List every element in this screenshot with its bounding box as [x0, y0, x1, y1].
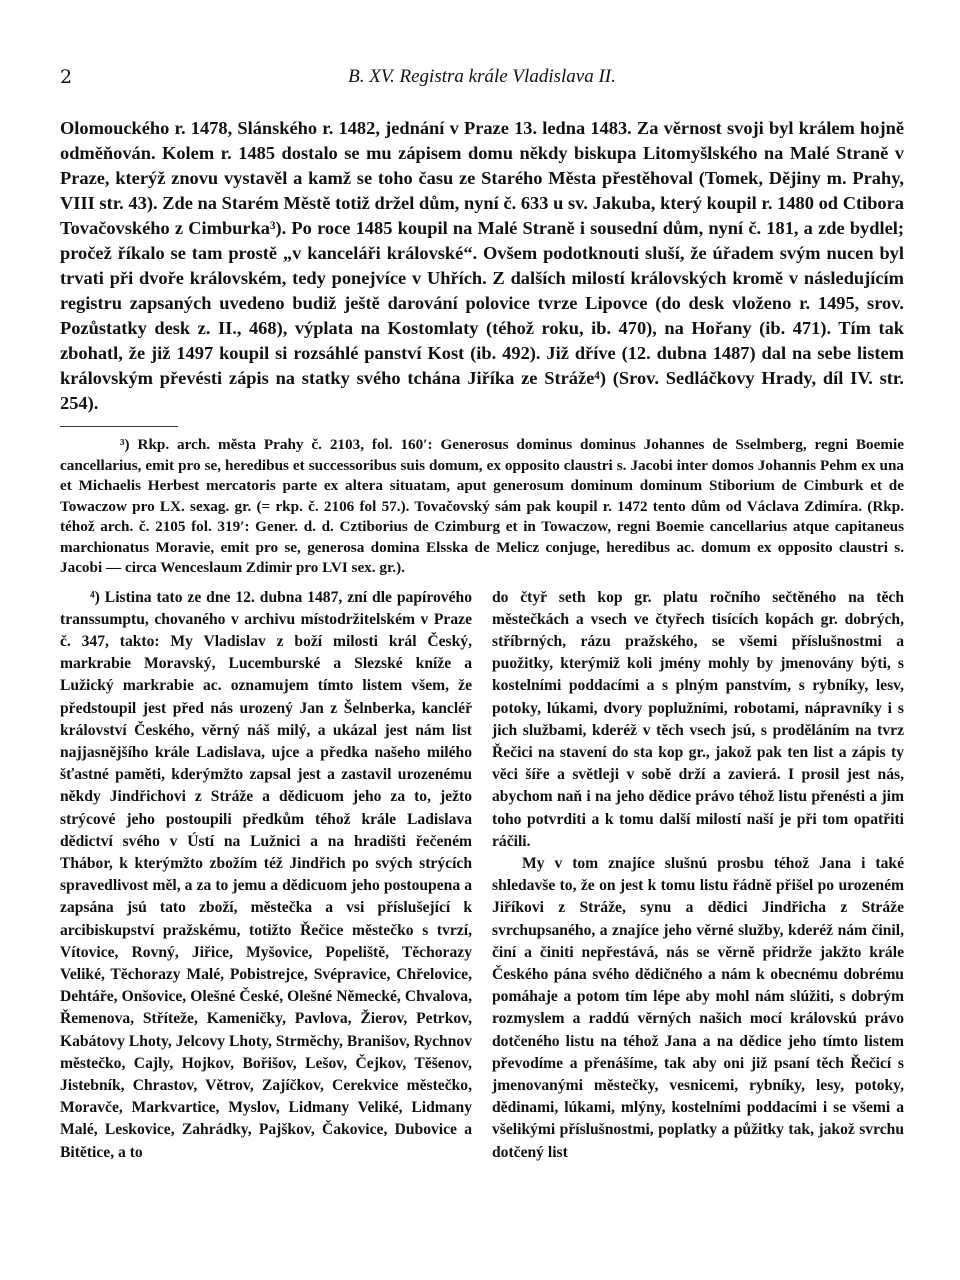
footnote-3 [60, 435, 904, 579]
footnote-4-columns [60, 587, 904, 1164]
footnote-3-text: ³) Rkp. arch. města Prahy č. 2103, fol. 160′: Generosus dominus dominus Johannes de Sselmberg, regni Boemie cancellarius, emit pro se, heredibus et successoribus suis domum, ex opposito claustri s. Jacobi inter domos Johannis Pehm ex una et Michaelis Herbest mercatoris parte ex altera situatam, aput generosum dominum dominum Stiborium de Cimburk et de Towaczow pro LX. sexag. gr. (= rkp. č. 2106 fol 57.). Tovačovský sám pak koupil r. 1472 tento dům od Václava Zdimíra. (Rkp. téhož arch. č. 2105 fol. 319′: Gener. d. d. Cztiborius de Czimburg et in Towaczow, regni Boemie cancellarius atque capitaneus marchionatus Moravie, emit pro se, generosa domina Elsska de Melicz conjuge, heredibus ac. domum ex opposito claustri s. Jacobi — circa Wenceslaum Zdimir pro LVI sex. gr.). [60, 436, 904, 576]
footnote-4-right-paragraph-1: do čtyř seth kop gr. platu ročního sečtěného na těch městečkách a vsech ve čtyřech tisících kopách gr. dobrých, stříbrných, rázu pražského, se všemi příslušnostmi a puožitky, kterýmiž koli jmény mohly by jmenovány býti, s kostelními poddacími a s plným panstvím, s rybníky, lesv, potoky, lúkami, dvory poplužními, robotami, nápravníky i s jich službami, kderéž v těch vsech jsú, s proděláním na tvrz Řečici na stavení do sta kop gr., jakož pak ten list a zápis ty věci šíře a světleji v sobě drží a zavierá. I prosil jest nás, abychom naň i na jeho dědice právo téhož listu přenésti a jim toho potvrditi a k tomu další milostí naší je při tom opatřiti ráčili. [492, 588, 904, 850]
footnote-4-left-text: ⁴) Listina tato ze dne 12. dubna 1487, zní dle papírového transsumptu, chovaného v archivu místodržitelském v Praze č. 347, takto: My Vladislav z boží milosti král Český, markrabie Moravský, Lucemburské a Slezské kníže a Lužický markrabie ac. oznamujem tímto listem všem, že předstoupil jest před nás urozený Jan z Šelnberka, kancléř království Českého, věrný náš milý, a ukázal jest nám list najjasnějšího krále Ladislava, ujce a předka našeho milého šťastné paměti, kderýmžto zapsal jest a zastavil urozenému někdy Jindřichovi z Stráže a dědicuom jeho za to, ježto strýcové jeho postoupili předkům téhož krále Ladislava dědictví svého v Ústí na Lužnici a na hradišti řečeném Thábor, k kterýmžto zbožím též Jindřich po svých strýcích spravedlivost měl, a za to jemu a dědicuom jeho postoupena a zapsána jsú tato zboží, městečka a vsi příslušející k arcibiskupství pražskému, totižto Řečice městečko s tvrzí, Vítovice, Rovný, Jiřice, Myšovice, Popeliště, Těchorazy Veliké, Těchorazy Malé, Pobistrejce, Svépravice, Chřelovice, Dehtáře, Onšovice, Olešné České, Olešné Německé, Chvalova, Řemenova, Stříteže, Kameničky, Pavlova, Žierov, Petrkov, Kabátovy Lhoty, Jelcovy Lhoty, Strměchy, Branišov, Rychnov městečko, Cajly, Hojkov, Bořišov, Lešov, Čejkov, Těšenov, Jistebník, Chrastov, Větrov, Zajíčkov, Cerekvice městečko, Moravče, Markvartice, Myslov, Lidmany Veliké, Lidmany Malé, Leskovice, Zahrádky, Pajškov, Čakovice, Dubovice a Bitětice, a to [60, 588, 472, 1161]
footnote-4-left-column [60, 587, 472, 1164]
running-head: B. XV. Registra krále Vladislava II. [348, 66, 616, 87]
footnote-4-right-paragraph-2: My v tom znajíce slušnú prosbu téhož Jana i také shledavše to, že on jest k tomu listu řádně přišel po urozeném Jiříkovi z Stráže, synu a dědici Jindřicha z Stráže svrchupsaného, a znajíce jeho věrné služby, kderéž nám činil, činí a činiti nepřestává, nás se věrně přidrže jakžto krále Českého pána svého dědičného a nám k obecnému dobrému pomáhaje a potom tím lépe aby mohl nám slúžiti, s dobrým rozmyslem a raddú věrných našich mocí královskú právo dotčeného listu na téhož Jana a na dědice jeho tímto listem převodíme a přenášíme, tak aby oni již psaní těch Řečicí s jmenovanými městečky, vesnicemi, rybníky, lesy, potoky, dědinami, lúkami, mlýny, kostelními poddacími i se všemi a všelikými příslušnostmi, poplatky a půžitky tak, jakož svrchu dotčený list [492, 854, 904, 1161]
main-paragraph: Olomouckého r. 1478, Slánského r. 1482, jednání v Praze 13. ledna 1483. Za věrnost svoji byl králem hojně odměňován. Kolem r. 1485 dostalo se mu zápisem domu někdy biskupa Litomyšlského na Malé Straně v Praze, kterýž znovu vystavěl a kamž se toho času ze Starého Města přestěhoval (Tomek, Dějiny m. Prahy, VIII str. 43). Zde na Starém Městě totiž držel dům, nyní č. 633 u sv. Jakuba, který koupil r. 1480 od Ctibora Tovačovského z Cimburka³). Po roce 1485 koupil na Malé Straně i sousední dům, nyní č. 181, a zde bydlel; pročež říkalo se tam prostě „v kanceláři královské“. Ovšem podotknouti sluší, že úřadem svým nucen byl trvati při dvoře královském, tedy ponejvíce v Uhřích. Z dalších milostí královských kromě v následujícím registru zapsaných uvedeno budiž ještě darování polovice tvrze Lipovce (do desk vloženo r. 1495, srov. Pozůstatky desk z. II., 468), výplata na Kostomlaty (téhož roku, ib. 470), na Hořany (ib. 471). Tím tak zbohatl, že již 1497 koupil si rozsáhlé panství Kost (ib. 492). Již dříve (12. dubna 1487) dal na sebe listem královským převésti zápis na statky svého tchána Jiříka ze Stráže⁴) (Srov. Sedláčkovy Hrady, díl IV. str. 254). [60, 118, 904, 413]
footnote-4-right-column [492, 587, 904, 1164]
document-page [60, 60, 904, 1260]
page-header [60, 60, 904, 94]
footnote-rule [60, 426, 178, 427]
page-number: 2 [60, 66, 73, 88]
main-text [60, 116, 904, 416]
